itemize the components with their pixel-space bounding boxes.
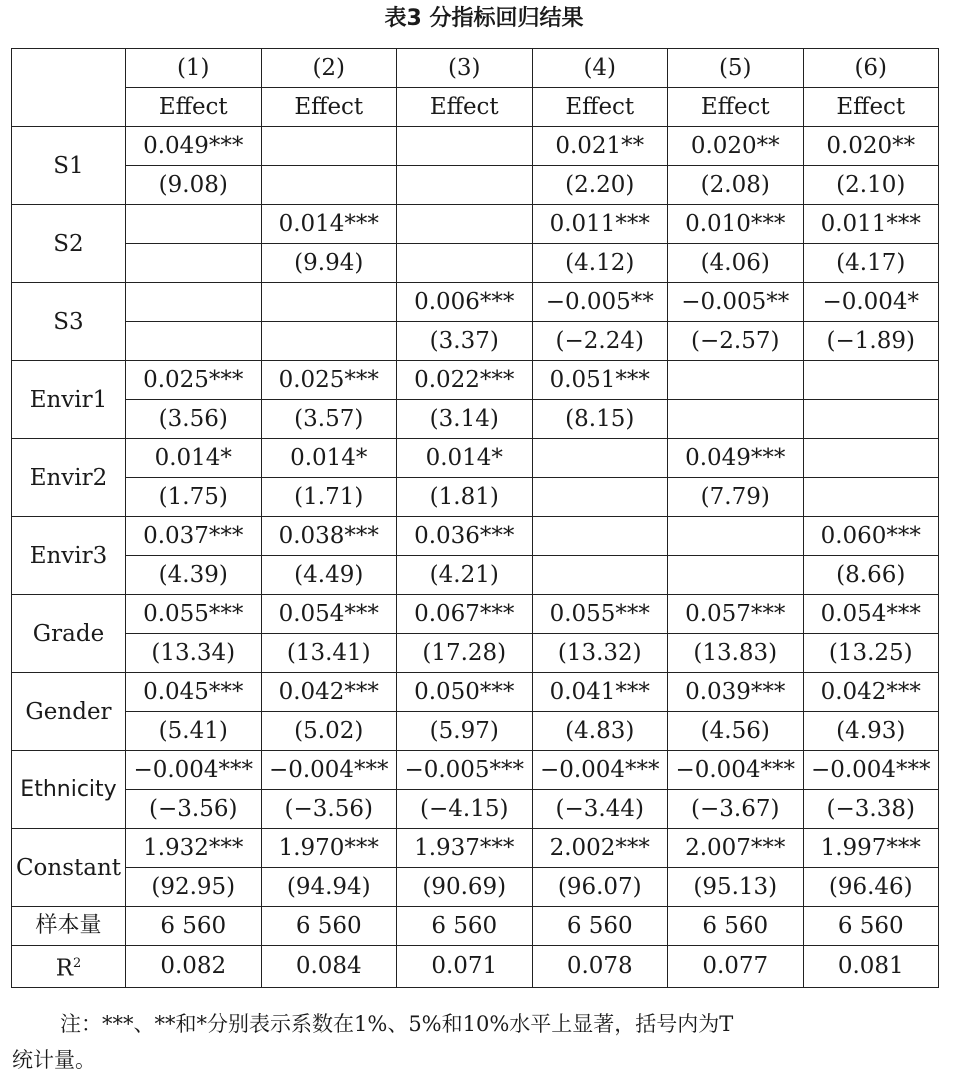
coefficient-cell: 0.006*** xyxy=(397,283,533,322)
t-statistic-cell: (−3.67) xyxy=(668,790,804,829)
t-statistic-cell: (96.46) xyxy=(803,868,939,907)
t-statistic-cell: (4.39) xyxy=(126,556,262,595)
coefficient-cell: 0.045*** xyxy=(126,673,262,712)
t-statistic-cell: (−3.56) xyxy=(126,790,262,829)
coefficient-cell xyxy=(803,361,939,400)
column-header: (4) xyxy=(532,49,668,88)
coefficient-cell xyxy=(532,517,668,556)
r-squared-cell: 0.081 xyxy=(803,946,939,988)
coefficient-cell: 0.011*** xyxy=(803,205,939,244)
coef-row-envir1 xyxy=(12,361,939,400)
column-subheader: Effect xyxy=(803,88,939,127)
column-header: (5) xyxy=(668,49,804,88)
coefficient-cell: 0.050*** xyxy=(397,673,533,712)
header-row-models xyxy=(12,49,939,88)
coefficient-cell: −0.004*** xyxy=(668,751,804,790)
t-statistic-cell: (8.66) xyxy=(803,556,939,595)
t-statistic-cell xyxy=(668,556,804,595)
r-squared-superscript: 2 xyxy=(73,956,82,971)
regression-table xyxy=(11,48,939,988)
t-statistic-cell: (2.10) xyxy=(803,166,939,205)
coefficient-cell: −0.004*** xyxy=(532,751,668,790)
t-statistic-cell: (4.56) xyxy=(668,712,804,751)
t-statistic-cell: (3.37) xyxy=(397,322,533,361)
r-squared-cell: 0.084 xyxy=(261,946,397,988)
t-statistic-cell: (3.56) xyxy=(126,400,262,439)
coefficient-cell: 1.937*** xyxy=(397,829,533,868)
coefficient-cell: 0.049*** xyxy=(126,127,262,166)
coefficient-cell: −0.004* xyxy=(803,283,939,322)
t-statistic-cell xyxy=(668,400,804,439)
coefficient-cell: −0.005** xyxy=(668,283,804,322)
t-statistic-cell xyxy=(126,322,262,361)
t-statistic-cell: (4.17) xyxy=(803,244,939,283)
t-statistic-cell: (1.71) xyxy=(261,478,397,517)
t-statistic-cell: (13.83) xyxy=(668,634,804,673)
coefficient-cell xyxy=(532,439,668,478)
column-header: (2) xyxy=(261,49,397,88)
tstat-row-s3 xyxy=(12,322,939,361)
r-squared-cell: 0.077 xyxy=(668,946,804,988)
sample-size-cell: 6 560 xyxy=(126,907,262,946)
sample-size-label: 样本量 xyxy=(12,907,126,946)
coefficient-cell: 0.039*** xyxy=(668,673,804,712)
coef-row-gender xyxy=(12,673,939,712)
coefficient-cell: 0.051*** xyxy=(532,361,668,400)
t-statistic-cell xyxy=(126,244,262,283)
coefficient-cell: −0.004*** xyxy=(261,751,397,790)
t-statistic-cell xyxy=(261,166,397,205)
note-line-1: 注：***、**和*分别表示系数在1%、5%和10%水平上显著，括号内为T xyxy=(60,1012,734,1036)
tstat-row-envir3 xyxy=(12,556,939,595)
coefficient-cell: 0.010*** xyxy=(668,205,804,244)
column-subheader: Effect xyxy=(261,88,397,127)
coef-row-s2 xyxy=(12,205,939,244)
r-squared-cell: 0.082 xyxy=(126,946,262,988)
t-statistic-cell: (5.41) xyxy=(126,712,262,751)
tstat-row-ethnicity xyxy=(12,790,939,829)
coefficient-cell: 1.970*** xyxy=(261,829,397,868)
coef-row-s1 xyxy=(12,127,939,166)
coefficient-cell: −0.004*** xyxy=(126,751,262,790)
coefficient-cell: 0.037*** xyxy=(126,517,262,556)
coefficient-cell: 0.041*** xyxy=(532,673,668,712)
variable-label-constant: Constant xyxy=(12,829,126,907)
variable-label-s3: S3 xyxy=(12,283,126,361)
tstat-row-s2 xyxy=(12,244,939,283)
t-statistic-cell: (4.93) xyxy=(803,712,939,751)
t-statistic-cell: (95.13) xyxy=(668,868,804,907)
tstat-row-s1 xyxy=(12,166,939,205)
t-statistic-cell: (4.83) xyxy=(532,712,668,751)
tstat-row-envir2 xyxy=(12,478,939,517)
coefficient-cell xyxy=(668,361,804,400)
variable-label-envir1: Envir1 xyxy=(12,361,126,439)
variable-label-s2: S2 xyxy=(12,205,126,283)
t-statistic-cell: (1.75) xyxy=(126,478,262,517)
sample-size-cell: 6 560 xyxy=(261,907,397,946)
coefficient-cell: −0.004*** xyxy=(803,751,939,790)
t-statistic-cell: (4.21) xyxy=(397,556,533,595)
coefficient-cell xyxy=(803,439,939,478)
t-statistic-cell: (7.79) xyxy=(668,478,804,517)
coefficient-cell: 0.057*** xyxy=(668,595,804,634)
t-statistic-cell: (2.08) xyxy=(668,166,804,205)
t-statistic-cell xyxy=(803,478,939,517)
table-note xyxy=(12,1006,948,1078)
note-line-2: 统计量。 xyxy=(12,1048,96,1072)
table-title: 表3 分指标回归结果 xyxy=(384,6,584,31)
t-statistic-cell: (4.49) xyxy=(261,556,397,595)
t-statistic-cell xyxy=(803,400,939,439)
tstat-row-grade xyxy=(12,634,939,673)
column-subheader: Effect xyxy=(126,88,262,127)
t-statistic-cell: (−3.38) xyxy=(803,790,939,829)
column-header: (1) xyxy=(126,49,262,88)
coefficient-cell: 0.036*** xyxy=(397,517,533,556)
t-statistic-cell: (8.15) xyxy=(532,400,668,439)
coefficient-cell: 0.014*** xyxy=(261,205,397,244)
t-statistic-cell: (1.81) xyxy=(397,478,533,517)
coef-row-envir2 xyxy=(12,439,939,478)
variable-label-s1: S1 xyxy=(12,127,126,205)
coefficient-cell: 2.002*** xyxy=(532,829,668,868)
r-squared-letter: R xyxy=(55,955,74,982)
coefficient-cell: 0.020** xyxy=(668,127,804,166)
t-statistic-cell: (5.97) xyxy=(397,712,533,751)
variable-label-envir3: Envir3 xyxy=(12,517,126,595)
t-statistic-cell: (13.34) xyxy=(126,634,262,673)
t-statistic-cell: (3.14) xyxy=(397,400,533,439)
coefficient-cell: 0.025*** xyxy=(261,361,397,400)
t-statistic-cell xyxy=(532,556,668,595)
coefficient-cell: 0.014* xyxy=(397,439,533,478)
t-statistic-cell xyxy=(532,478,668,517)
t-statistic-cell: (9.08) xyxy=(126,166,262,205)
coefficient-cell: 0.011*** xyxy=(532,205,668,244)
coefficient-cell xyxy=(397,205,533,244)
coef-row-s3 xyxy=(12,283,939,322)
coefficient-cell: −0.005** xyxy=(532,283,668,322)
variable-label-gender: Gender xyxy=(12,673,126,751)
t-statistic-cell: (−3.56) xyxy=(261,790,397,829)
header-row-effect xyxy=(12,88,939,127)
t-statistic-cell: (2.20) xyxy=(532,166,668,205)
tstat-row-gender xyxy=(12,712,939,751)
coefficient-cell: 1.997*** xyxy=(803,829,939,868)
t-statistic-cell: (90.69) xyxy=(397,868,533,907)
t-statistic-cell: (5.02) xyxy=(261,712,397,751)
t-statistic-cell: (3.57) xyxy=(261,400,397,439)
coef-row-envir3 xyxy=(12,517,939,556)
t-statistic-cell: (−2.24) xyxy=(532,322,668,361)
coefficient-cell xyxy=(261,127,397,166)
t-statistic-cell: (9.94) xyxy=(261,244,397,283)
coefficient-cell xyxy=(261,283,397,322)
coefficient-cell: 0.060*** xyxy=(803,517,939,556)
t-statistic-cell: (13.41) xyxy=(261,634,397,673)
t-statistic-cell: (96.07) xyxy=(532,868,668,907)
t-statistic-cell: (94.94) xyxy=(261,868,397,907)
variable-label-ethnicity: Ethnicity xyxy=(12,751,126,829)
variable-label-grade: Grade xyxy=(12,595,126,673)
header-corner-cell xyxy=(12,49,126,127)
t-statistic-cell xyxy=(397,166,533,205)
r-squared-cell: 0.078 xyxy=(532,946,668,988)
coefficient-cell: 0.025*** xyxy=(126,361,262,400)
variable-label-envir2: Envir2 xyxy=(12,439,126,517)
column-subheader: Effect xyxy=(532,88,668,127)
coefficient-cell: 0.042*** xyxy=(803,673,939,712)
coefficient-cell: 0.055*** xyxy=(126,595,262,634)
t-statistic-cell: (13.25) xyxy=(803,634,939,673)
coefficient-cell xyxy=(668,517,804,556)
variables-body xyxy=(12,127,939,907)
sample-size-cell: 6 560 xyxy=(803,907,939,946)
coefficient-cell: 0.014* xyxy=(126,439,262,478)
column-header: (6) xyxy=(803,49,939,88)
coefficient-cell xyxy=(126,205,262,244)
coefficient-cell: 0.049*** xyxy=(668,439,804,478)
t-statistic-cell xyxy=(397,244,533,283)
coefficient-cell: 0.054*** xyxy=(261,595,397,634)
t-statistic-cell: (−1.89) xyxy=(803,322,939,361)
sample-size-cell: 6 560 xyxy=(532,907,668,946)
column-subheader: Effect xyxy=(668,88,804,127)
sample-size-cell: 6 560 xyxy=(397,907,533,946)
column-subheader: Effect xyxy=(397,88,533,127)
t-statistic-cell: (−4.15) xyxy=(397,790,533,829)
coefficient-cell: 2.007*** xyxy=(668,829,804,868)
r-squared-cell: 0.071 xyxy=(397,946,533,988)
coefficient-cell: 0.022*** xyxy=(397,361,533,400)
t-statistic-cell: (4.06) xyxy=(668,244,804,283)
coefficient-cell: 0.021** xyxy=(532,127,668,166)
column-header: (3) xyxy=(397,49,533,88)
coef-row-grade xyxy=(12,595,939,634)
tstat-row-constant xyxy=(12,868,939,907)
coefficient-cell: 0.055*** xyxy=(532,595,668,634)
t-statistic-cell xyxy=(261,322,397,361)
coefficient-cell: −0.005*** xyxy=(397,751,533,790)
coefficient-cell: 0.042*** xyxy=(261,673,397,712)
t-statistic-cell: (13.32) xyxy=(532,634,668,673)
coefficient-cell: 0.054*** xyxy=(803,595,939,634)
sample-size-row xyxy=(12,907,939,946)
coefficient-cell: 0.014* xyxy=(261,439,397,478)
sample-size-cell: 6 560 xyxy=(668,907,804,946)
coef-row-constant xyxy=(12,829,939,868)
coefficient-cell: 0.067*** xyxy=(397,595,533,634)
t-statistic-cell: (4.12) xyxy=(532,244,668,283)
coefficient-cell: 1.932*** xyxy=(126,829,262,868)
t-statistic-cell: (−2.57) xyxy=(668,322,804,361)
r-squared-label xyxy=(12,946,126,988)
coefficient-cell xyxy=(126,283,262,322)
coefficient-cell: 0.038*** xyxy=(261,517,397,556)
t-statistic-cell: (−3.44) xyxy=(532,790,668,829)
t-statistic-cell: (17.28) xyxy=(397,634,533,673)
coefficient-cell: 0.020** xyxy=(803,127,939,166)
tstat-row-envir1 xyxy=(12,400,939,439)
coefficient-cell xyxy=(397,127,533,166)
coef-row-ethnicity xyxy=(12,751,939,790)
t-statistic-cell: (92.95) xyxy=(126,868,262,907)
r-squared-row xyxy=(12,946,939,988)
